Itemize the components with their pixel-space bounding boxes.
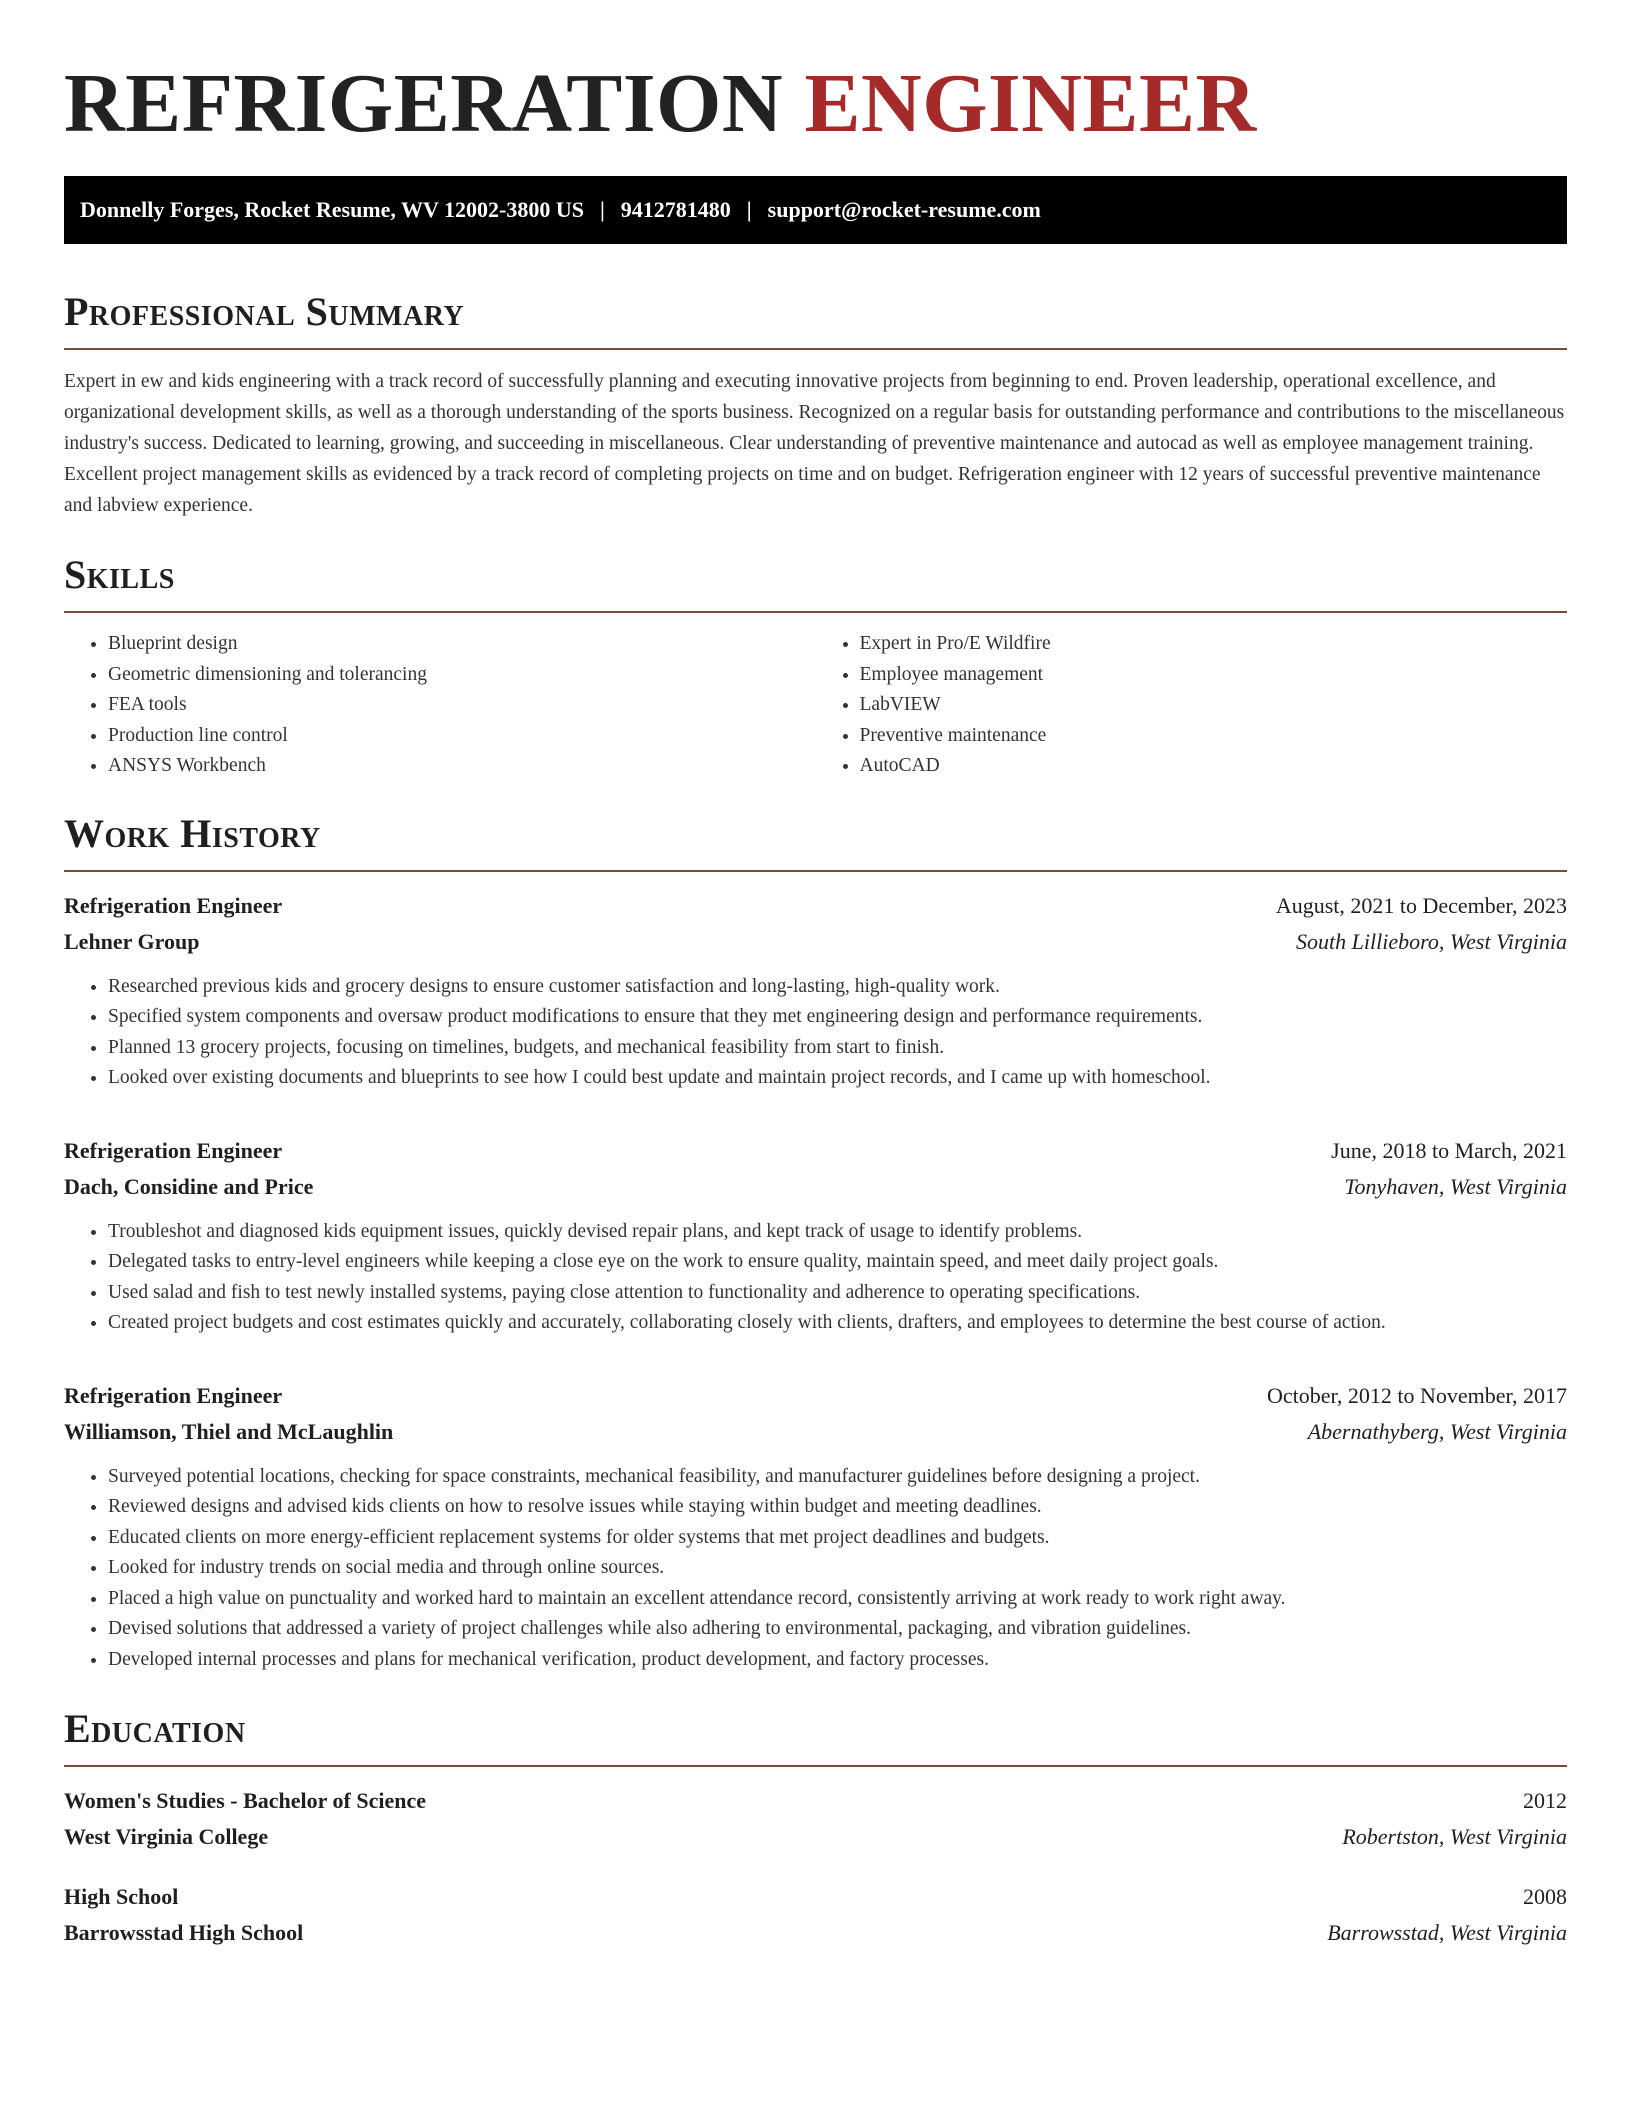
title-main: REFRIGERATION <box>64 57 784 150</box>
skill-item: • Employee management <box>860 660 1568 691</box>
contact-address: Donnelly Forges, Rocket Resume, WV 12002-3800 US <box>80 197 584 222</box>
job-bullet: • Specified system components and oversaw product modifications to ensure that they met engineering design and performance requirements. <box>108 1002 1567 1033</box>
skill-item: • LabVIEW <box>860 690 1568 721</box>
education-entry <box>64 1783 1567 1855</box>
resume-page <box>64 0 1567 1951</box>
job-company: Williamson, Thiel and McLaughlin <box>64 1418 394 1444</box>
education-location: Barrowsstad, West Virginia <box>1327 1920 1567 1945</box>
job-bullet: • Used salad and fish to test newly installed systems, paying close attention to functionality and adherence to operating specifications. <box>108 1278 1567 1309</box>
job-bullet: • Researched previous kids and grocery designs to ensure customer satisfaction and long-lasting, high-quality work. <box>108 972 1567 1003</box>
job-dates: August, 2021 to December, 2023 <box>1275 892 1567 918</box>
skills-heading: Skills <box>64 551 1567 613</box>
education-degree: Women's Studies - Bachelor of Science <box>64 1788 426 1813</box>
skill-item: • Preventive maintenance <box>860 721 1568 752</box>
skills-list <box>64 629 1567 782</box>
contact-bar <box>64 176 1567 244</box>
skill-item: • Expert in Pro/E Wildfire <box>860 629 1568 660</box>
job-bullet: • Looked for industry trends on social media and through online sources. <box>108 1553 1567 1584</box>
job-entry <box>64 888 1567 1094</box>
contact-separator: | <box>746 197 752 222</box>
job-dates: October, 2012 to November, 2017 <box>1266 1382 1567 1408</box>
job-bullet: • Created project budgets and cost estimates quickly and accurately, collaborating closely with clients, drafters, and employees to determine the best course of action. <box>108 1308 1567 1339</box>
job-company: Lehner Group <box>64 928 200 954</box>
skills-column-left <box>64 629 816 782</box>
job-bullets <box>64 1462 1567 1676</box>
work-history-heading: Work History <box>64 810 1567 872</box>
job-location: Tonyhaven, West Virginia <box>1344 1173 1567 1199</box>
job-bullet: • Reviewed designs and advised kids clients on how to resolve issues while staying within budget and meeting deadlines. <box>108 1492 1567 1523</box>
education-school: West Virginia College <box>64 1824 269 1849</box>
job-location: Abernathyberg, West Virginia <box>1307 1418 1567 1444</box>
job-position: Refrigeration Engineer <box>64 892 283 918</box>
contact-phone: 9412781480 <box>620 197 731 222</box>
job-bullet: • Troubleshot and diagnosed kids equipment issues, quickly devised repair plans, and kept track of usage to identify problems. <box>108 1217 1567 1248</box>
education-location: Robertston, West Virginia <box>1342 1824 1567 1849</box>
job-entry <box>64 1133 1567 1339</box>
title-accent: ENGINEER <box>804 57 1257 150</box>
education-heading: Education <box>64 1705 1567 1767</box>
job-location: South Lillieboro, West Virginia <box>1296 928 1567 954</box>
contact-separator: | <box>599 197 605 222</box>
contact-email: support@rocket-resume.com <box>767 197 1041 222</box>
skill-item: • Production line control <box>108 721 816 752</box>
job-bullet: • Educated clients on more energy-efficient replacement systems for older systems that met project deadlines and budgets. <box>108 1523 1567 1554</box>
job-position: Refrigeration Engineer <box>64 1382 283 1408</box>
skill-item: • FEA tools <box>108 690 816 721</box>
job-company: Dach, Considine and Price <box>64 1173 314 1199</box>
education-degree: High School <box>64 1884 179 1909</box>
resume-title <box>64 0 1567 156</box>
job-bullet: • Surveyed potential locations, checking for space constraints, mechanical feasibility, and manufacturer guidelines before designing a project. <box>108 1462 1567 1493</box>
job-bullet: • Delegated tasks to entry-level engineers while keeping a close eye on the work to ensure quality, maintain speed, and meet daily project goals. <box>108 1247 1567 1278</box>
summary-text: Expert in ew and kids engineering with a track record of successfully planning and executing innovative projects from beginning to end. Proven leadership, operational excellence, and organizational development skills, as well as a thorough understanding of the sports business. Recognized on a regular basis for outstanding performance and contributions to the miscellaneous industry's success. Dedicated to learning, growing, and succeeding in miscellaneous. Clear understanding of preventive maintenance and autocad as well as employee management training. Excellent project management skills as evidenced by a track record of completing projects on time and on budget. Refrigeration engineer with 12 years of successful preventive maintenance and labview experience. <box>64 371 1565 516</box>
job-bullets <box>64 1217 1567 1339</box>
education-school: Barrowsstad High School <box>64 1920 304 1945</box>
education-year: 2008 <box>1523 1884 1567 1909</box>
skill-item: • AutoCAD <box>860 751 1568 782</box>
job-bullet: • Looked over existing documents and blueprints to see how I could best update and maintain project records, and I came up with homeschool. <box>108 1063 1567 1094</box>
job-position: Refrigeration Engineer <box>64 1137 283 1163</box>
job-dates: June, 2018 to March, 2021 <box>1331 1137 1567 1163</box>
skills-column-right <box>816 629 1568 782</box>
job-entry <box>64 1378 1567 1676</box>
education-entry <box>64 1879 1567 1951</box>
job-bullet: • Planned 13 grocery projects, focusing on timelines, budgets, and mechanical feasibility from start to finish. <box>108 1033 1567 1064</box>
education-year: 2012 <box>1523 1788 1567 1813</box>
skill-item: • Geometric dimensioning and tolerancing <box>108 660 816 691</box>
job-bullet: • Developed internal processes and plans for mechanical verification, product development, and factory processes. <box>108 1645 1567 1676</box>
job-bullet: • Placed a high value on punctuality and worked hard to maintain an excellent attendance record, consistently arriving at work ready to work right away. <box>108 1584 1567 1615</box>
job-bullets <box>64 972 1567 1094</box>
skill-item: • ANSYS Workbench <box>108 751 816 782</box>
summary-heading: Professional Summary <box>64 288 1567 350</box>
skill-item: • Blueprint design <box>108 629 816 660</box>
job-bullet: • Devised solutions that addressed a variety of project challenges while also adhering to environmental, packaging, and vibration guidelines. <box>108 1614 1567 1645</box>
